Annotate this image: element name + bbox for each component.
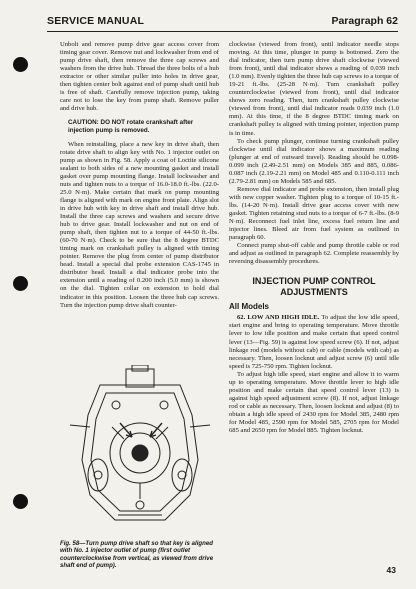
figure-58 xyxy=(60,365,219,533)
paragraph: Unbolt and remove pump drive gear access cover from timing gear cover. Remove nut and lockwasher from end of pump drive shaft, then remove the three cap screws and washers from the drive hub. Thread the three bolts of a hub extractor or other similar puller into holes in drive gear, then tighten center bolt against end of pump shaft until hub is free of shaft. Carefully remove injection pump, taking care not to lose the key from pump shaft. Remove puller and drive hub. xyxy=(60,41,219,113)
paragraph-lead: 62. LOW AND HIGH IDLE. xyxy=(237,314,320,322)
page-number: 43 xyxy=(386,565,396,575)
figure-caption: Fig. 58—Turn pump drive shaft so that key is aligned with No. 1 injector outlet of pump (first outlet counterclockwise from vertical, as viewed from drive shaft end of pump). xyxy=(60,540,214,569)
paragraph: To adjust high idle speed, start engine and allow it to warm up to operating temperature. Move throttle lever to high idle position and make certain that speed control lever (13) is against high speed adjustment screw (8). If not, adjust linkage rod or cable as necessary. Then, loosen locknut and adjust (8) to obtain a high idle speed of 2430 rpm for Model 385, 2480 rpm for Model 485, 2590 rpm for Model 585, 2705 rpm for Model 685 and 2650 rpm for Model 885. Tighten locknut. xyxy=(229,370,399,435)
left-column xyxy=(60,41,219,310)
header-rule xyxy=(47,31,398,32)
paragraph: clockwise (viewed from front), until indicator needle stops moving. At this time, plunger in pump is bottomed. Zero the dial indicator, then turn pump drive shaft clockwise (viewed from front), until dial indicator shows a reading of 0.039 inch (1.0 mm). Evenly tighten the three hub cap screws to a torque of 19-21 ft.-lbs. (25-28 N·m). Turn crankshaft pulley counterclockwise (viewed from front), until dial indicator shows zero reading. Then, turn crankshaft pulley clockwise (viewed from front), until dial indicator reads 0.039 inch (1.0 mm). At this time, if the 8 degree BTDC timing mark on crankshaft pulley is aligned with timing pointer, injection pump is in time. xyxy=(229,41,399,137)
subsection-heading: All Models xyxy=(229,302,270,312)
injection-pump-drawing xyxy=(60,365,219,533)
paragraph: Connect pump shut-off cable and pump throttle cable or rod and adjust as outlined in paragraph 62. Complete reassembly by reversing disassembly procedures. xyxy=(229,242,399,266)
binder-hole xyxy=(13,276,28,291)
caution-note: CAUTION: DO NOT rotate crankshaft after injection pump is removed. xyxy=(68,119,194,135)
paragraph-text: To adjust the low idle speed, start engine and bring to operating temperature. Move throttle lever to low idle position and make certain that speed control lever (13—Fig. 59) is against low speed screw (6). If not, adjust linkage rod (models without cab) or cable (models with cab) as necessary. Then, loosen locknut and adjust screw (6) until idle speed is 725-750 rpm. Tighten locknut. xyxy=(229,314,399,370)
manual-title: SERVICE MANUAL xyxy=(47,15,145,27)
page-header xyxy=(47,15,398,31)
paragraph: To check pump plunger, continue turning crankshaft pulley clockwise until dial indicator shows a maximum reading (plunger at end of outward travel). Reading should be 0.098-0.099 inch (2.49-2.51 mm) on Models 385 and 885, 0.086-0.087 inch (2.19-2.21 mm) on Model 485 and 0.110-0.111 inch (2.79-2.81 mm) on Models 585 and 685. xyxy=(229,137,399,185)
section-heading: INJECTION PUMP CONTROL ADJUSTMENTS xyxy=(252,276,376,297)
paragraph xyxy=(229,314,399,370)
paragraph: Remove dial indicator and probe extension, then install plug with new copper washer. Tighten plug to a torque of 10-15 ft.-lbs. (14-20 N·m). Install drive gear access cover with new gasket. Tighten retaining stud nuts to a torque of 6-7 ft.-lbs. (8-9 N·m). Reconnect fuel inlet line, excess fuel return line and injector lines. Bleed air from fuel system as outlined in paragraph 60. xyxy=(229,185,399,242)
paragraph: When reinstalling, place a new key in drive shaft, then rotate drive shaft to align key with No. 1 injector outlet on pump as shown in Fig. 58. Apply a coat of Loctite silicone sealant to both sides of a new mounting gasket and install gasket over pump mounting flange. Install lockwasher and nuts and tighten nuts to a torque of 16.0-18.0 ft.-lbs. (22.0-25.0 N·m). Make certain that mark on pump mounting flange is aligned with mark on engine front plate. Align slot in drive hub with key in drive shaft and install drive hub. Install the three cap screws and washers and secure drive hub to drive gear. Install lockwasher and nut on end of pump shaft, then tighten nut to a torque of 44-50 ft.-lbs. (60-70 N·m). Check to be sure that the 8 degree BTDC timing mark on crankshaft pulley is aligned with timing pointer. Remove the plug from center of pump distributor head. Install a special dial probe extension CAS-1745 in distributor head. Install a dial indicator probe into the extension until a reading of 0.200 inch (5.0 mm) is shown on the dial. Tighten collar on extension to hold dial indicator in this position. Loosen the three hub cap screws. Turn the injection pump drive shaft counter- xyxy=(60,140,219,309)
binder-hole xyxy=(13,57,28,72)
right-column xyxy=(229,41,399,435)
paragraph-number: Paragraph 62 xyxy=(331,15,398,27)
binder-hole xyxy=(13,494,28,509)
